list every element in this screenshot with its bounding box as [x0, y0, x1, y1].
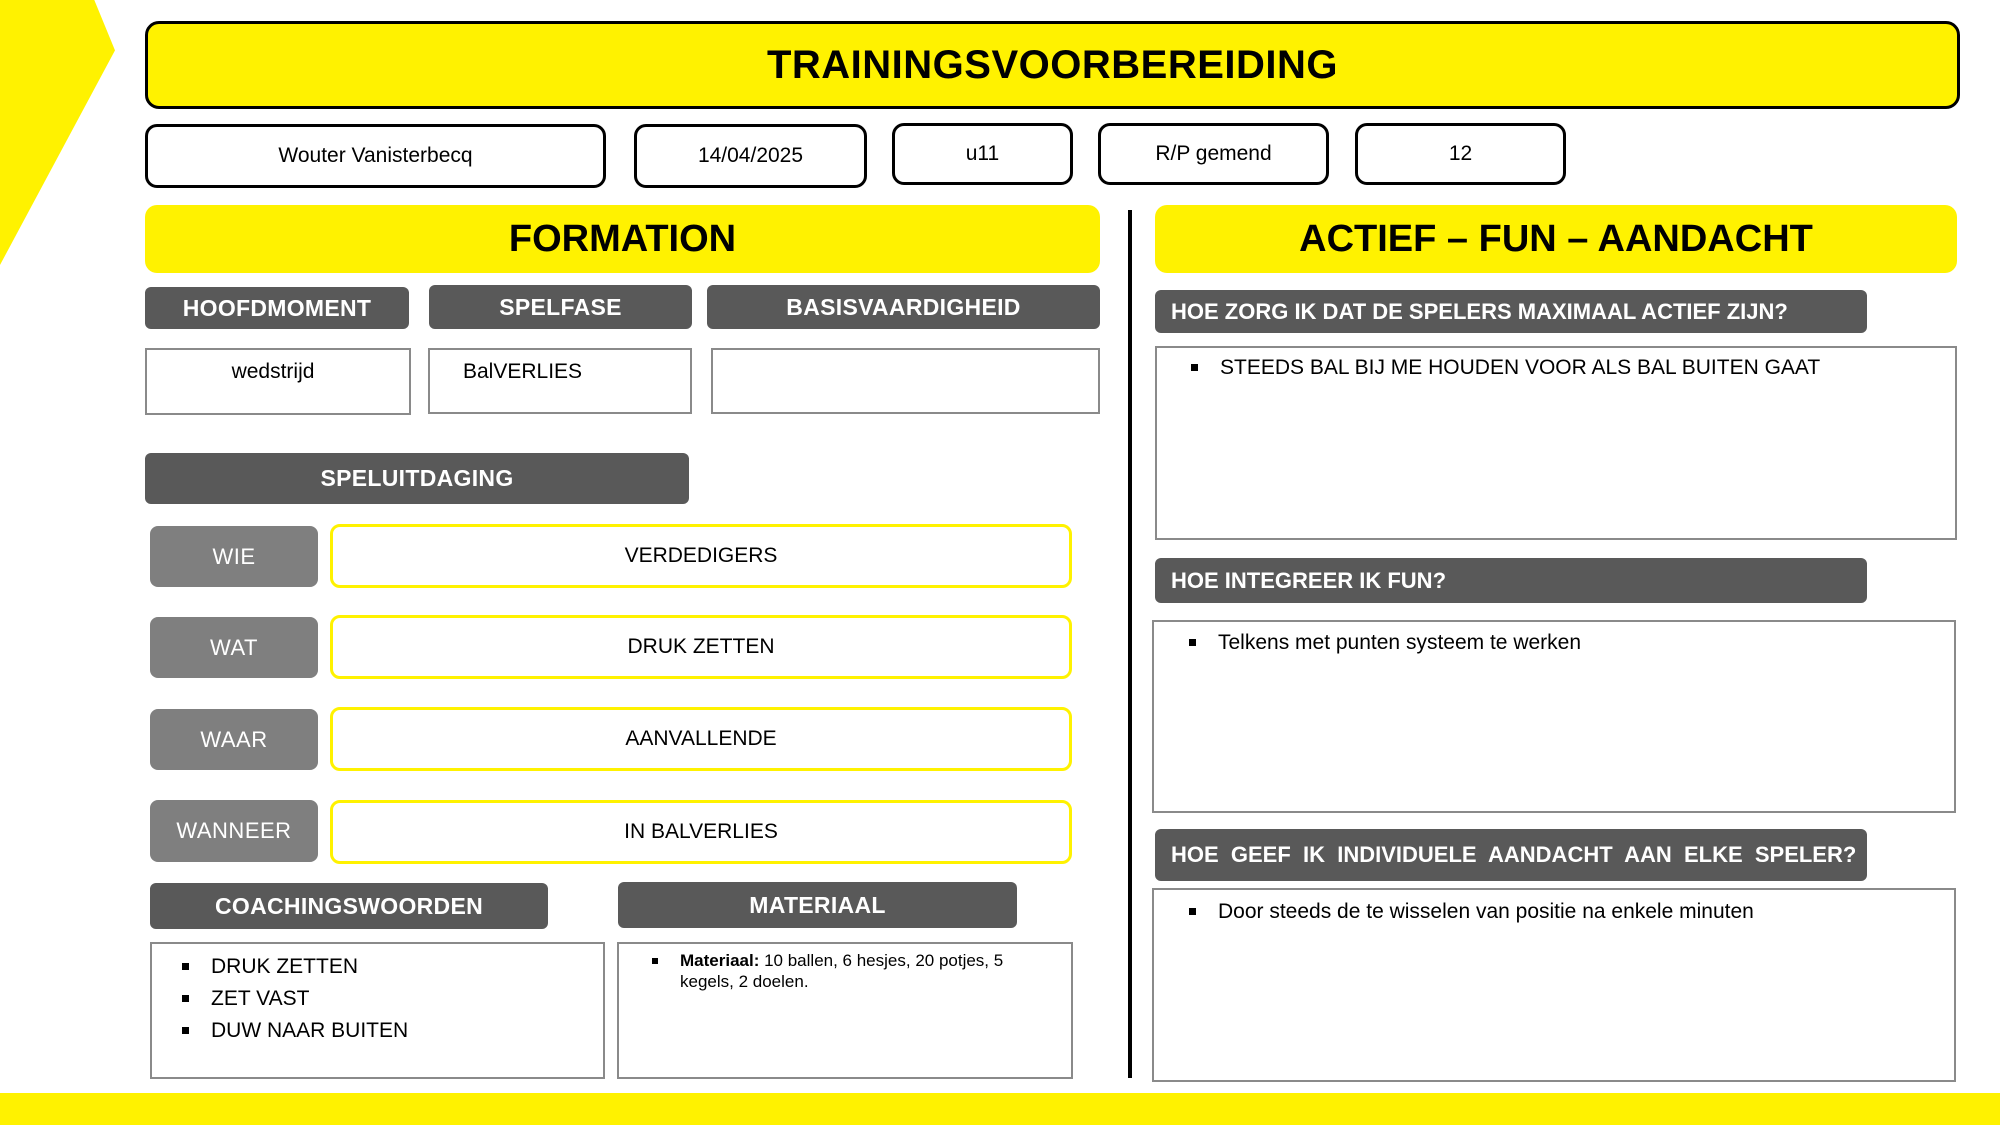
formation-heading: FORMATION: [145, 205, 1100, 273]
materiaal-box[interactable]: [617, 942, 1073, 1079]
spelfase-value[interactable]: BalVERLIES: [428, 348, 692, 414]
bullet-icon: [1189, 639, 1196, 646]
trainer-name-field[interactable]: Wouter Vanisterbecq: [145, 124, 606, 188]
basisvaardigheid-label: BASISVAARDIGHEID: [707, 285, 1100, 329]
list-item: STEEDS BAL BIJ ME HOUDEN VOOR ALS BAL BUITEN GAAT: [1191, 356, 1820, 380]
list-item: ZET VAST: [182, 987, 309, 1011]
hoofdmoment-value[interactable]: wedstrijd: [145, 348, 411, 415]
bullet-icon: [1189, 908, 1196, 915]
list-item: Door steeds de te wisselen van positie na enkele minuten: [1189, 900, 1754, 924]
aandacht-answer-box[interactable]: [1152, 888, 1956, 1082]
basisvaardigheid-value[interactable]: [711, 348, 1100, 414]
coachingswoorden-label: COACHINGSWOORDEN: [150, 883, 548, 929]
fun-question-label: HOE INTEGREER IK FUN?: [1155, 558, 1867, 603]
wat-value[interactable]: DRUK ZETTEN: [330, 615, 1072, 679]
corner-chevron-decoration: [0, 0, 115, 265]
bullet-icon: [1191, 364, 1198, 371]
aandacht-question-label: HOE GEEF IK INDIVIDUELE AANDACHT AAN ELKE SPELER?: [1155, 829, 1867, 881]
spelfase-label: SPELFASE: [429, 285, 692, 329]
date-field[interactable]: 14/04/2025: [634, 124, 867, 188]
player-count-field[interactable]: 12: [1355, 123, 1566, 185]
wanneer-value[interactable]: IN BALVERLIES: [330, 800, 1072, 864]
wanneer-label: WANNEER: [150, 800, 318, 862]
list-item: DUW NAAR BUITEN: [182, 1019, 408, 1043]
wie-label: WIE: [150, 526, 318, 587]
hoofdmoment-label: HOOFDMOMENT: [145, 287, 409, 329]
materiaal-label: MATERIAAL: [618, 882, 1017, 928]
wie-value[interactable]: VERDEDIGERS: [330, 524, 1072, 588]
column-divider: [1128, 210, 1132, 1078]
actief-question-label: HOE ZORG IK DAT DE SPELERS MAXIMAAL ACTIEF ZIJN?: [1155, 290, 1867, 333]
fun-answer-box[interactable]: [1152, 620, 1956, 813]
bullet-icon: [652, 958, 658, 964]
actief-fun-aandacht-heading: ACTIEF – FUN – AANDACHT: [1155, 205, 1957, 273]
actief-answer-box[interactable]: [1155, 346, 1957, 540]
training-type-field[interactable]: R/P gemend: [1098, 123, 1329, 185]
wat-label: WAT: [150, 617, 318, 678]
team-field[interactable]: u11: [892, 123, 1073, 185]
waar-label: WAAR: [150, 709, 318, 770]
list-item: DRUK ZETTEN: [182, 955, 358, 979]
page-title: TRAININGSVOORBEREIDING: [145, 21, 1960, 109]
bullet-icon: [182, 995, 189, 1002]
materiaal-text: Materiaal: 10 ballen, 6 hesjes, 20 potjes, 5 kegels, 2 doelen.: [680, 951, 1004, 991]
coachingswoorden-box[interactable]: [150, 942, 605, 1079]
speluitdaging-label: SPELUITDAGING: [145, 453, 689, 504]
bullet-icon: [182, 963, 189, 970]
waar-value[interactable]: AANVALLENDE: [330, 707, 1072, 771]
footer-band: [0, 1093, 2000, 1125]
list-item: Telkens met punten systeem te werken: [1189, 631, 1581, 655]
bullet-icon: [182, 1027, 189, 1034]
